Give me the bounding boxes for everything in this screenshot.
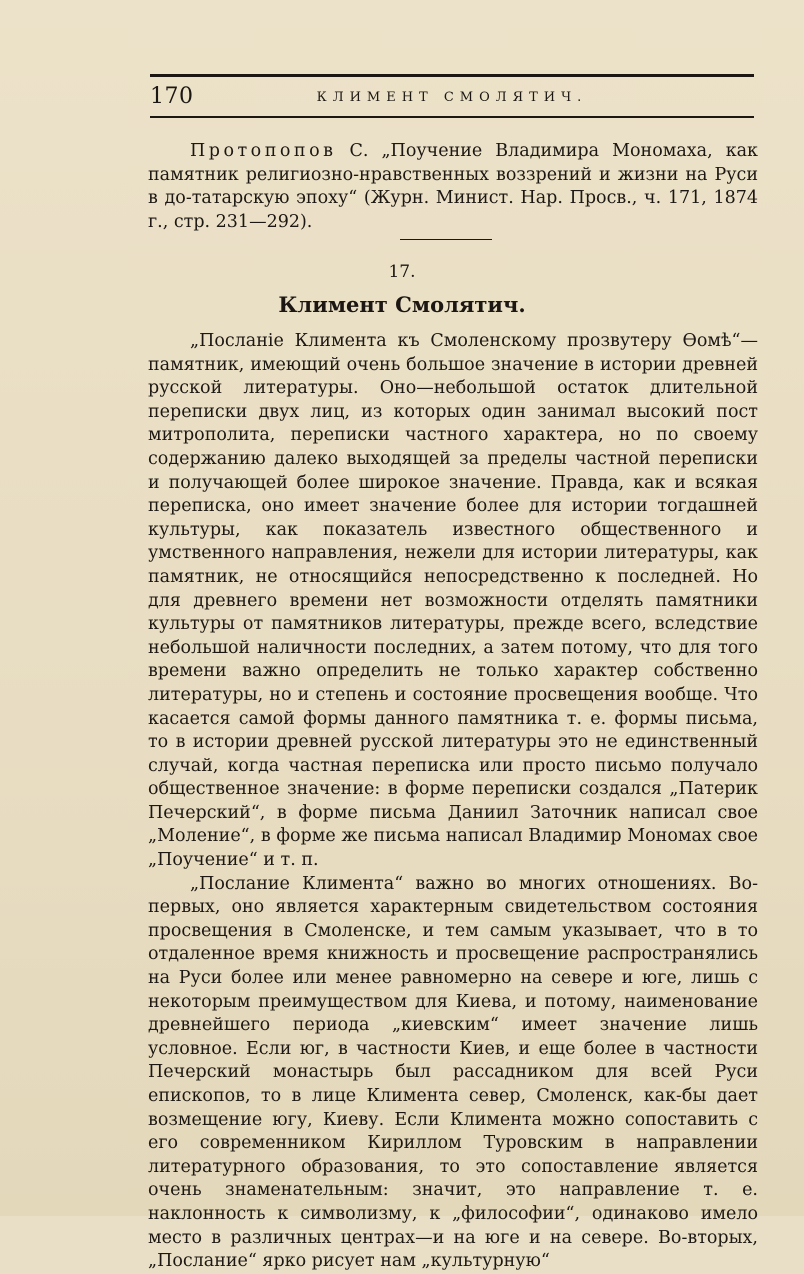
body-text [148,330,758,1274]
page-number: 170 [150,84,194,109]
bibliography-text: С. „Поучение Владимира Мономаха, как памятник религиозно-нравственных воззрений и жизни на Руси в до-татарскую эпоху“ (Журн. Минист. Нар. Просв., ч. 171, 1874 г., стр. 231—292). [148,141,758,232]
running-title: КЛИМЕНТ СМОЛЯТИЧ. [316,90,588,105]
page-header [150,84,754,114]
top-rule [150,74,754,77]
bibliography-entry [148,140,758,234]
section-number: 17. [388,262,416,282]
paragraph: „Послание Климента“ важно во многих отношениях. Во-первых, оно является характерным свидетельством состояния просвещения в Смоленске, и тем самым указывает, что в то отдаленное время книжность и просвещение распространялись на Руси более или менее равномерно на севере и юге, лишь с некоторым преимуществом для Киева, и потому, наименование древнейшего периода „киевским“ имеет значение лишь условное. Если юг, в частности Киев, и еще более в частности Печерский монастырь был рассадником для всей Руси епископов, то в лице Климента север, Смоленск, как-бы дает возмещение югу, Киеву. Если Климента можно сопоставить с его современником Кириллом Туровским в направлении литературного образования, то это сопоставление является очень знаменательным: значит, это направление т. е. наклонность к символизму, к „философии“, одинаково имело место в различных центрах—и на юге и на севере. Во-вторых, „Послание“ ярко рисует нам „культурную“ [148,873,758,1272]
paragraph: „Посланіе Климента къ Смоленскому прозвутеру Ѳомѣ“— памятник, имеющий очень большое значение в истории древней русской литературы. Оно—небольшой остаток длительной переписки двух лиц, из которых один занимал высокий пост митрополита, переписки частного характера, но по своему содержанию далеко выходящей за пределы частной переписки и получающей более широкое значение. Правда, как и всякая переписка, оно имеет значение более для истории тогдашней культуры, как показатель известного общественного и умственного направления, нежели для истории литературы, как памятник, не относящийся непосредственно к последней. Но для древнего времени нет возможности отделять памятники культуры от памятников литературы, прежде всего, вследствие небольшой наличности последних, а затем потому, что для того времени важно определить не только характер собственно литературы, но и степень и состояние просвещения вообще. Что касается самой формы данного памятника т. е. формы письма, то в истории древней русской литературы это не единственный случай, когда частная переписка или просто письмо получало общественное значение: в форме переписки создался „Патерик Печерский“, в форме письма Даниил Заточник написал свое „Моление“, в форме же письма написал Владимир Мономах свое „Поучение“ и т. п. [148,331,758,871]
header-rule [150,116,754,118]
section-title: Климент Смолятич. [278,292,526,317]
section-divider [400,239,492,240]
bibliography-author: Протопопов [190,141,337,161]
